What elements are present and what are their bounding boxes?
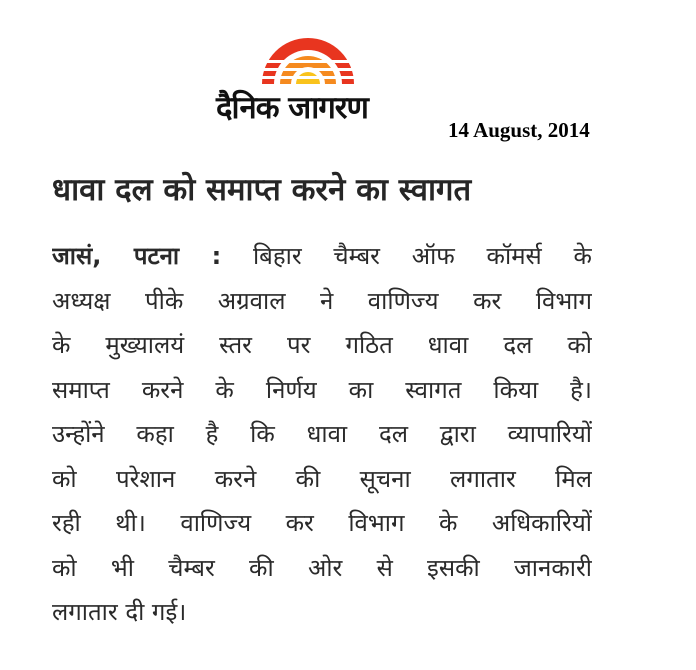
article-dateline: जासं, पटना : (52, 242, 222, 270)
article-line: को भी चैम्बर की ओर से इसकी जानकारी (52, 553, 592, 582)
article-line: को परेशान करने की सूचना लगातार मिल (52, 464, 592, 493)
article-line: समाप्त करने के निर्णय का स्वागत किया है। (52, 375, 592, 404)
publication-date: 14 August, 2014 (448, 118, 590, 142)
article-line: लगातार दी गई। (52, 598, 187, 626)
article-body (52, 234, 592, 635)
article-line: के मुख्यालयं स्तर पर गठित धावा दल को (52, 331, 592, 359)
article-headline: धावा दल को समाप्त करने का स्वागत (52, 172, 472, 208)
rising-sun-icon (258, 20, 358, 86)
article-line: जासं, पटना : बिहार चैम्बर ऑफ कॉमर्स के (52, 242, 592, 270)
newspaper-masthead: दैनिक जागरण (216, 90, 368, 126)
article-line: अध्यक्ष पीके अग्रवाल ने वाणिज्य कर विभाग (52, 286, 592, 315)
article-line: उन्होंने कहा है कि धावा दल द्वारा व्यापारियों (52, 420, 592, 448)
article-line: रही थी। वाणिज्य कर विभाग के अधिकारियों (52, 509, 592, 537)
